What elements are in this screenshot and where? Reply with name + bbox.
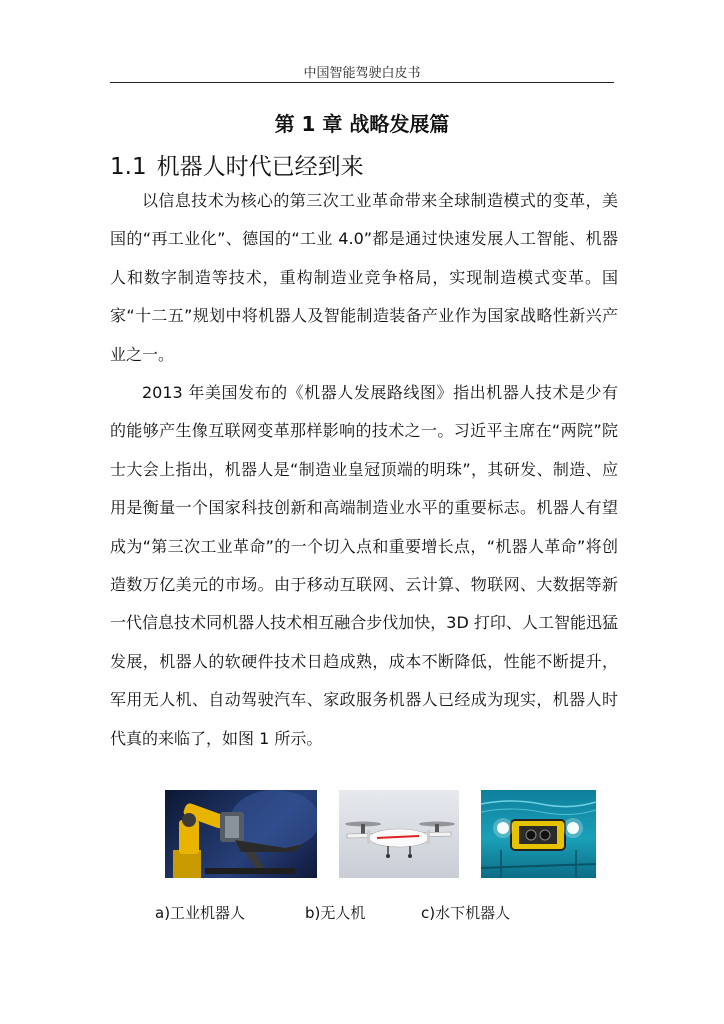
industrial-robot-image [165, 790, 317, 878]
underwater-robot-image [481, 790, 596, 878]
industrial-robot-photo-icon [165, 790, 317, 878]
section-number: 1.1 [110, 154, 147, 180]
header-divider [110, 82, 614, 83]
drone-photo-icon [339, 790, 459, 878]
caption-underwater-robot: c)水下机器人 [421, 904, 511, 922]
underwater-robot-photo-icon [481, 790, 596, 878]
caption-industrial-robot: a)工业机器人 [155, 904, 246, 922]
body-paragraph-2: 2013 年美国发布的《机器人发展路线图》指出机器人技术是少有的能够产生像互联网变革那样影响的技术之一。习近平主席在“两院”院士大会上指出，机器人是“制造业皇冠顶端的明珠”，其研发、制造、应用是衡量一个国家科技创新和高端制造业水平的重要标志。机器人有望成为“第三次工业革命”的一个切入点和重要增长点，“机器人革命”将创造数万亿美元的市场。由于移动互联网、云计算、物联网、大数据等新一代信息技术同机器人技术相互融合步伐加快，3D 打印、人工智能迅猛发展，机器人的软硬件技术日趋成熟，成本不断降低，性能不断提升，军用无人机、自动驾驶汽车、家政服务机器人已经成为现实，机器人时代真的来临了，如图 1 所示。 [110, 383, 618, 748]
body-paragraph-1: 以信息技术为核心的第三次工业革命带来全球制造模式的变革，美国的“再工业化”、德国的“工业 4.0”都是通过快速发展人工智能、机器人和数字制造等技术，重构制造业竞争格局，实现制造模式变革。国家“十二五”规划中将机器人及智能制造装备产业作为国家战略性新兴产业之一。 [110, 191, 618, 364]
caption-drone: b)无人机 [305, 904, 366, 922]
drone-image [339, 790, 459, 878]
section-title-text: 机器人时代已经到来 [156, 154, 364, 180]
section-heading [110, 148, 614, 181]
page-header-title: 中国智能驾驶白皮书 [303, 66, 421, 81]
chapter-title: 第 1 章 战略发展篇 [274, 112, 450, 136]
